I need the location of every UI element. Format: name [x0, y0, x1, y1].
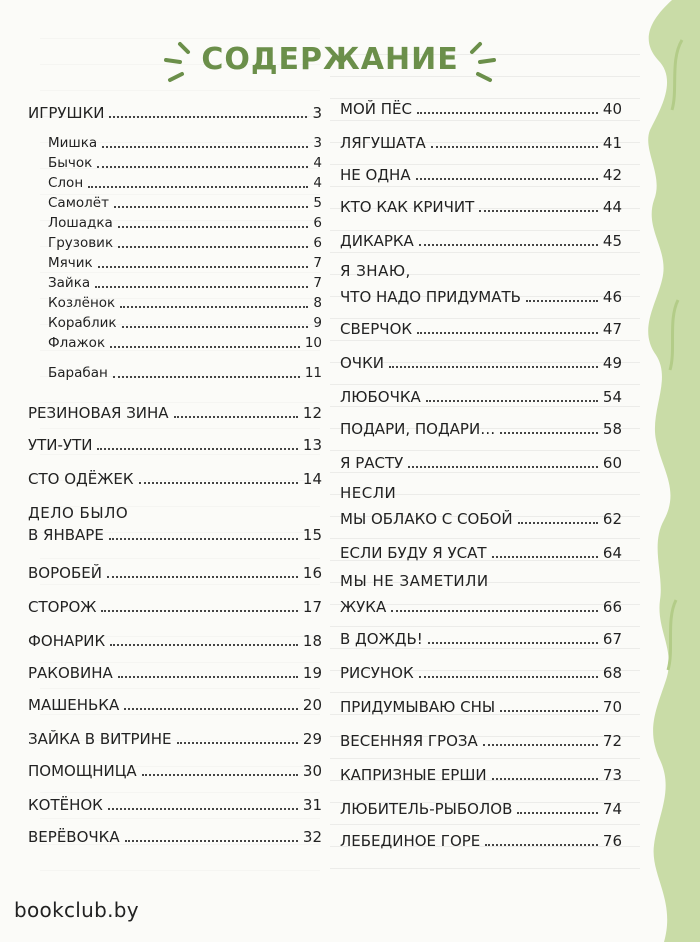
toc-entry-title-line: МЫ НЕ ЗАМЕТИЛИ: [340, 572, 489, 590]
dot-leader: [110, 346, 300, 348]
toc-page-number: 29: [302, 730, 322, 748]
dot-leader: [122, 326, 309, 328]
toc-page-number: 3: [313, 135, 322, 151]
toc-entry[interactable]: [340, 698, 622, 716]
toc-entry[interactable]: [340, 388, 622, 406]
toc-page-number: 30: [302, 762, 322, 780]
toc-page-number: 7: [313, 255, 322, 271]
toc-entry-title: Кораблик: [48, 315, 117, 331]
toc-page-number: 19: [302, 664, 322, 682]
dot-leader: [109, 538, 298, 540]
toc-page-number: 4: [313, 175, 322, 191]
toc-entry-title: ЛЕБЕДИНОЕ ГОРЕ: [340, 832, 481, 850]
toc-entry-title: ВЕРЁВОЧКА: [28, 828, 120, 846]
toc-entry-title: Лошадка: [48, 215, 113, 231]
toc-entry-title: Зайка: [48, 275, 91, 291]
toc-entry-title: СТОРОЖ: [28, 598, 97, 616]
toc-entry[interactable]: [28, 664, 322, 682]
toc-entry[interactable]: [340, 100, 622, 118]
dot-leader: [517, 812, 598, 814]
page-title: СОДЕРЖАНИЕ: [201, 42, 459, 77]
toc-entry-title: ПОДАРИ, ПОДАРИ…: [340, 420, 496, 438]
dot-leader: [118, 246, 308, 248]
toc-entry[interactable]: [340, 544, 622, 562]
toc-entry[interactable]: [340, 510, 622, 528]
dot-leader: [97, 166, 308, 168]
toc-entry[interactable]: [340, 732, 622, 750]
toc-entry-title: ФОНАРИК: [28, 632, 106, 650]
dot-leader: [118, 226, 309, 228]
toc-entry-title: Слон: [48, 175, 84, 191]
dot-leader: [417, 332, 598, 334]
dot-leader: [113, 376, 300, 378]
dot-leader: [108, 808, 298, 810]
toc-page-number: 3: [312, 104, 322, 122]
green-leaf-border: [620, 0, 700, 942]
toc-entry-title: ЕСЛИ БУДУ Я УСАТ: [340, 544, 487, 562]
dot-leader: [101, 610, 297, 612]
toc-page-number: 49: [602, 354, 622, 372]
dot-leader: [419, 244, 598, 246]
toc-entry[interactable]: [28, 762, 322, 780]
toc-page-number: 6: [313, 215, 322, 231]
toc-entry[interactable]: [28, 632, 322, 650]
toc-page-number: 7: [313, 275, 322, 291]
dot-leader: [389, 366, 598, 368]
toc-entry-title: Козлёнок: [48, 295, 116, 311]
dot-leader: [485, 844, 598, 846]
toc-entry[interactable]: [340, 766, 622, 784]
toc-entry-title: КТО КАК КРИЧИТ: [340, 198, 475, 216]
toc-page-number: 72: [602, 732, 622, 750]
toc-entry-title-line: НЕСЛИ: [340, 484, 397, 502]
toc-page-number: 45: [602, 232, 622, 250]
toc-entry-title: Барабан: [48, 365, 108, 381]
toc-page-number: 70: [602, 698, 622, 716]
toc-entry-title: Грузовик: [48, 235, 114, 251]
toc-entry-title: ДИКАРКА: [340, 232, 414, 250]
toc-page-number: 6: [313, 235, 322, 251]
toc-entry-title: СТО ОДЁЖЕК: [28, 470, 134, 488]
toc-entry-title-line: Я ЗНАЮ,: [340, 262, 411, 280]
watermark: bookclub.by: [14, 898, 139, 922]
toc-entry[interactable]: [340, 288, 622, 306]
toc-page-number: 73: [602, 766, 622, 784]
toc-subentry[interactable]: [48, 194, 322, 212]
toc-page-number: 13: [302, 436, 322, 454]
toc-entry-title: КАПРИЗНЫЕ ЕРШИ: [340, 766, 487, 784]
dot-leader: [88, 186, 308, 188]
toc-subentry[interactable]: [48, 174, 322, 192]
toc-page-number: 60: [602, 454, 622, 472]
toc-page-number: 15: [302, 526, 322, 544]
toc-entry[interactable]: [28, 564, 322, 582]
dot-leader: [109, 116, 307, 118]
dot-leader: [124, 708, 298, 710]
toc-page-number: 16: [302, 564, 322, 582]
toc-entry-title: ЛЮБИТЕЛЬ-РЫБОЛОВ: [340, 800, 513, 818]
toc-entry-title: ИГРУШКИ: [28, 104, 105, 122]
toc-page-number: 64: [602, 544, 622, 562]
dot-leader: [483, 744, 598, 746]
toc-page-number: 20: [302, 696, 322, 714]
dot-leader: [408, 466, 598, 468]
toc-entry-title: УТИ-УТИ: [28, 436, 93, 454]
dot-leader: [479, 210, 598, 212]
toc-entry[interactable]: [340, 232, 622, 250]
toc-page-number: 17: [302, 598, 322, 616]
toc-entry[interactable]: [28, 796, 322, 814]
toc-subentry[interactable]: [48, 364, 322, 382]
toc-entry-title: МОЙ ПЁС: [340, 100, 412, 118]
toc-entry-title: ПОМОЩНИЦА: [28, 762, 137, 780]
dot-leader: [107, 576, 298, 578]
dot-leader: [492, 556, 598, 558]
dot-leader: [174, 416, 298, 418]
toc-entry[interactable]: [340, 354, 622, 372]
dot-leader: [419, 676, 598, 678]
toc-entry[interactable]: [28, 526, 322, 544]
toc-page-number: 74: [602, 800, 622, 818]
toc-entry[interactable]: [28, 404, 322, 422]
dot-leader: [428, 642, 598, 644]
toc-entry-title: Мячик: [48, 255, 93, 271]
toc-page-number: 58: [602, 420, 622, 438]
toc-page-number: 9: [313, 315, 322, 331]
dot-leader: [98, 266, 309, 268]
dot-leader: [95, 286, 308, 288]
toc-entry[interactable]: [340, 134, 622, 152]
dot-leader: [391, 610, 598, 612]
toc-entry-title: ВЕСЕННЯЯ ГРОЗА: [340, 732, 478, 750]
toc-entry-title: Бычок: [48, 155, 93, 171]
toc-page-number: 11: [304, 365, 322, 381]
toc-entry[interactable]: [28, 436, 322, 454]
toc-entry-title: ВОРОБЕЙ: [28, 564, 102, 582]
dot-leader: [492, 778, 598, 780]
dot-leader: [417, 112, 598, 114]
toc-entry-title: МЫ ОБЛАКО С СОБОЙ: [340, 510, 513, 528]
toc-entry-title: РИСУНОК: [340, 664, 414, 682]
toc-entry-title: МАШЕНЬКА: [28, 696, 120, 714]
dot-leader: [114, 206, 308, 208]
toc-entry[interactable]: [340, 630, 622, 648]
toc-page-number: 8: [313, 295, 322, 311]
toc-entry-title: ЛЯГУШАТА: [340, 134, 426, 152]
toc-entry[interactable]: [28, 696, 322, 714]
toc-entry[interactable]: [28, 470, 322, 488]
toc-entry[interactable]: [340, 320, 622, 338]
toc-page-number: 5: [313, 195, 322, 211]
toc-entry-title-line: ДЕЛО БЫЛО: [28, 504, 129, 522]
dot-leader: [125, 840, 298, 842]
toc-subentry[interactable]: [48, 154, 322, 172]
toc-entry-title: ЖУКА: [340, 598, 387, 616]
toc-entry[interactable]: [340, 800, 622, 818]
dot-leader: [97, 448, 297, 450]
toc-subentry[interactable]: [48, 214, 322, 232]
dot-leader: [142, 774, 298, 776]
toc-page-number: 68: [602, 664, 622, 682]
toc-page-number: 47: [602, 320, 622, 338]
toc-entry-title: Флажок: [48, 335, 106, 351]
toc-subentry[interactable]: [48, 234, 322, 252]
toc-entry-title: ОЧКИ: [340, 354, 384, 372]
toc-entry[interactable]: [340, 664, 622, 682]
dot-leader: [139, 482, 298, 484]
toc-page-number: 10: [304, 335, 322, 351]
toc-page-number: 18: [302, 632, 322, 650]
toc-entry[interactable]: [28, 104, 322, 122]
toc-entry-title: Я РАСТУ: [340, 454, 404, 472]
toc-entry-title: СВЕРЧОК: [340, 320, 413, 338]
toc-entry-title: КОТЁНОК: [28, 796, 103, 814]
dot-leader: [120, 306, 308, 308]
dot-leader: [500, 432, 598, 434]
toc-page-number: 14: [302, 470, 322, 488]
toc-entry[interactable]: [340, 420, 622, 438]
toc-page-number: 67: [602, 630, 622, 648]
toc-page-number: 40: [602, 100, 622, 118]
dot-leader: [518, 522, 598, 524]
toc-entry-title: В ЯНВАРЕ: [28, 526, 104, 544]
toc-entry[interactable]: [340, 198, 622, 216]
toc-subentry[interactable]: [48, 334, 322, 352]
toc-page-number: 42: [602, 166, 622, 184]
toc-entry[interactable]: [340, 454, 622, 472]
dot-leader: [426, 400, 598, 402]
title-block: [140, 30, 520, 94]
toc-entry[interactable]: [28, 730, 322, 748]
dot-leader: [102, 146, 308, 148]
toc-entry-title: ЛЮБОЧКА: [340, 388, 421, 406]
toc-page-number: 32: [302, 828, 322, 846]
toc-subentry[interactable]: [48, 134, 322, 152]
dot-leader: [431, 146, 598, 148]
toc-entry[interactable]: [340, 166, 622, 184]
toc-page-number: 76: [602, 832, 622, 850]
toc-page-number: 31: [302, 796, 322, 814]
toc-subentry[interactable]: [48, 254, 322, 272]
toc-entry-title: В ДОЖДЬ!: [340, 630, 423, 648]
toc-entry[interactable]: [340, 598, 622, 616]
toc-page-number: 46: [602, 288, 622, 306]
toc-page-number: 62: [602, 510, 622, 528]
toc-page-number: 12: [302, 404, 322, 422]
toc-entry-title: НЕ ОДНА: [340, 166, 411, 184]
toc-entry-title: ЗАЙКА В ВИТРИНЕ: [28, 730, 172, 748]
toc-entry-title: ЧТО НАДО ПРИДУМАТЬ: [340, 288, 521, 306]
dot-leader: [500, 710, 598, 712]
dot-leader: [526, 300, 598, 302]
toc-entry-title: Самолёт: [48, 195, 109, 211]
toc-page-number: 54: [602, 388, 622, 406]
toc-entry[interactable]: [28, 598, 322, 616]
dot-leader: [110, 644, 298, 646]
toc-page-number: 4: [313, 155, 322, 171]
toc-subentry[interactable]: [48, 294, 322, 312]
toc-entry-title: Мишка: [48, 135, 98, 151]
dot-leader: [177, 742, 298, 744]
toc-subentry[interactable]: [48, 274, 322, 292]
toc-entry[interactable]: [28, 828, 322, 846]
dot-leader: [118, 676, 298, 678]
toc-subentry[interactable]: [48, 314, 322, 332]
toc-entry-title: ПРИДУМЫВАЮ СНЫ: [340, 698, 496, 716]
dot-leader: [416, 178, 598, 180]
toc-page-number: 44: [602, 198, 622, 216]
toc-entry-title: РАКОВИНА: [28, 664, 113, 682]
toc-page-number: 66: [602, 598, 622, 616]
toc-entry-title: РЕЗИНОВАЯ ЗИНА: [28, 404, 169, 422]
toc-page-number: 41: [602, 134, 622, 152]
toc-entry[interactable]: [340, 832, 622, 850]
